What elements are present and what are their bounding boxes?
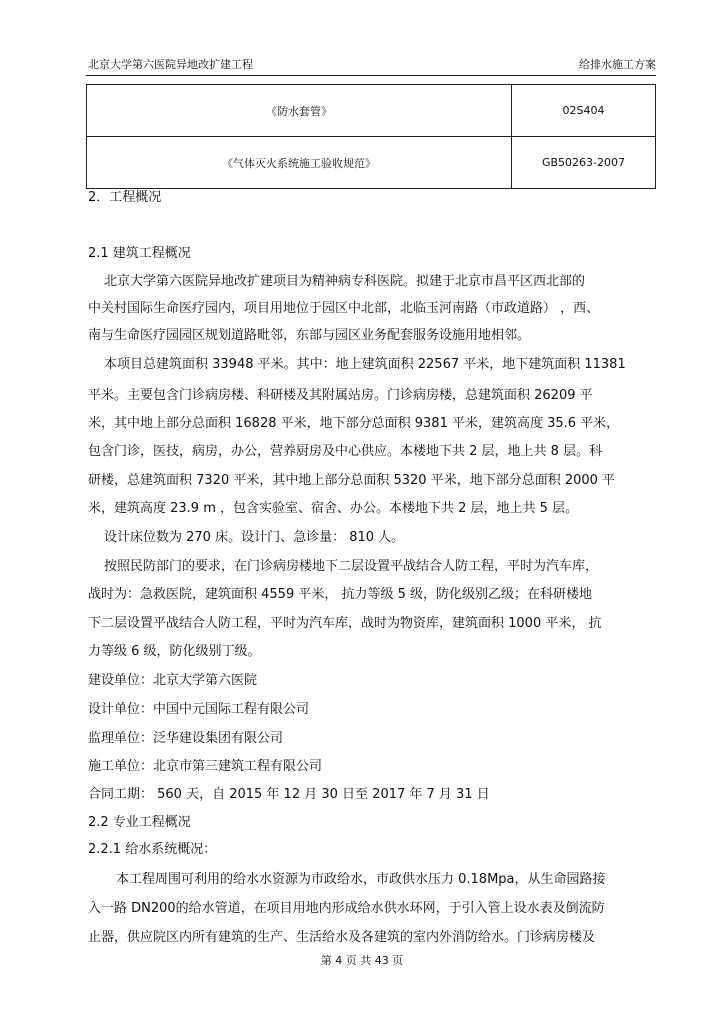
- contractor-unit: 施工单位：北京市第三建筑工程有限公司: [88, 759, 323, 774]
- paragraph-line: 南与生命医疗园园区规划道路毗邻，东部与园区业务配套服务设施用地相邻。: [88, 328, 531, 343]
- paragraph-line: 中关村国际生命医疗园内，项目用地位于园区中北部，北临玉河南路（市政道路） ，西、: [88, 301, 600, 316]
- table-cell-code: 02S404: [512, 85, 656, 137]
- design-unit: 设计单位：中国中元国际工程有限公司: [88, 702, 310, 717]
- table-cell-code: GB50263-2007: [512, 137, 656, 189]
- supervision-unit: 监理单位：泛华建设集团有限公司: [88, 731, 284, 746]
- paragraph-line: 力等级 6 级，防化级别丁级。: [88, 644, 261, 659]
- paragraph-line: 本工程周围可利用的给水水资源为市政给水，市政供水压力 0.18Mpa，从生命园路接: [116, 872, 606, 887]
- paragraph-line: 入一路 DN200的给水管道，在项目用地内形成给水供水环网，于引入管上设水表及倒流防: [88, 901, 605, 916]
- paragraph-line: 北京大学第六医院异地改扩建项目为精神病专科医院。拟建于北京市昌平区西北部的: [104, 274, 586, 289]
- paragraph-line: 设计床位数为 270 床。设计门、急诊量： 810 人。: [104, 530, 405, 545]
- paragraph-line: 米，建筑高度 23.9 m ，包含实验室、宿舍、办公。本楼地下共 2 层，地上共 5 层。: [88, 501, 579, 516]
- section-2-2-title: 2.2 专业工程概况: [88, 815, 191, 830]
- contract-period: 合同工期： 560 天，自 2015 年 12 月 30 日至 2017 年 7 月 31 日: [88, 787, 490, 802]
- table-row: [87, 85, 656, 137]
- table-cell-name: 《气体灭火系统施工验收规范》: [87, 137, 512, 189]
- header-divider: [86, 75, 656, 76]
- paragraph-line: 米，其中地上部分总面积 16828 平米，地下部分总面积 9381 平米，建筑高度 35.6 平米，: [88, 416, 620, 431]
- section-2-title: 2．工程概况: [88, 190, 162, 205]
- paragraph-line: 研楼，总建筑面积 7320 平米，其中地上部分总面积 5320 平米，地下部分总面积 2000 平: [88, 473, 616, 488]
- reference-table: [86, 84, 656, 189]
- section-2-1-title: 2.1 建筑工程概况: [88, 246, 191, 261]
- paragraph-line: 本项目总建筑面积 33948 平米。其中：地上建筑面积 22567 平米，地下建筑面积 11381: [104, 357, 626, 372]
- table-row: [87, 137, 656, 189]
- paragraph-line: 按照民防部门的要求，在门诊病房楼地下二层设置平战结合人防工程，平时为汽车库，: [104, 559, 599, 574]
- paragraph-line: 下二层设置平战结合人防工程，平时为汽车库，战时为物资库，建筑面积 1000 平米， 抗: [88, 616, 602, 631]
- paragraph-line: 战时为：急救医院，建筑面积 4559 平米， 抗力等级 5 级，防化级别乙级；在科研楼地: [88, 587, 593, 602]
- paragraph-line: 平米。主要包含门诊病房楼、科研楼及其附属站房。门诊病房楼，总建筑面积 26209 平: [88, 388, 593, 403]
- table-cell-name: 《防水套管》: [87, 85, 512, 137]
- paragraph-line: 止器，供应院区内所有建筑的生产、生活给水及各建筑的室内外消防给水。门诊病房楼及: [88, 930, 596, 945]
- construction-unit: 建设单位：北京大学第六医院: [88, 673, 258, 688]
- section-2-2-1-title: 2.2.1 给水系统概况：: [88, 842, 217, 857]
- page-footer: 第 4 页 共 43 页: [320, 954, 404, 967]
- paragraph-line: 包含门诊，医技，病房，办公，营养厨房及中心供应。本楼地下共 2 层，地上共 8 层。科: [88, 444, 603, 459]
- header-project-title: 北京大学第六医院异地改扩建工程: [88, 58, 253, 71]
- header-doc-title: 给排水施工方案: [579, 58, 656, 71]
